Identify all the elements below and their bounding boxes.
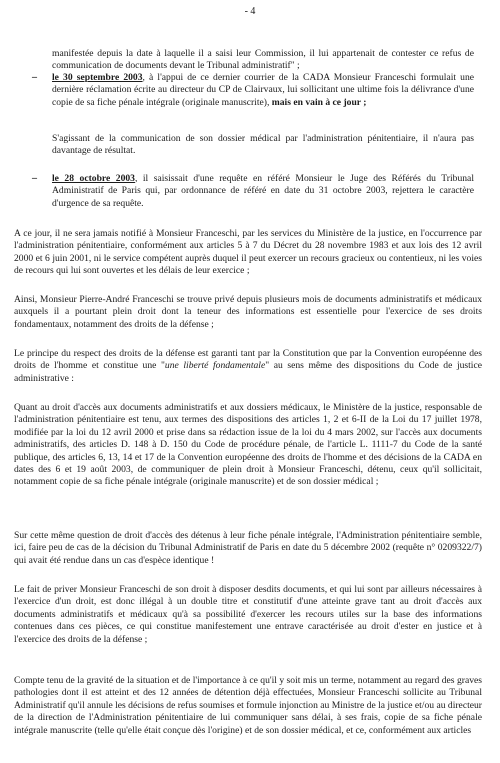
paragraph-rights-of-defense (14, 348, 482, 385)
paragraph-october-referral (52, 173, 474, 210)
rights-text-end: " au sens même des dispositions du Code de justice administrative : (14, 360, 482, 384)
page-number: - 4 (244, 6, 256, 17)
paragraph-no-notification: A ce jour, il ne sera jamais notifié à Monsieur Franceschi, par les services du Ministère de la justice, en l'occurrence par l'administration pénitentiaire, conformément aux articles 5 à 7 du Décret du 28 novembre 1983 et aux lois des 12 avril 2000 et 6 juin 2001, ni le service compétent auprès duquel il peut exercer un recours gracieux ou contentieux, ni les voies de recours qui lui sont ouvertes et les délais de leur exercice ; (14, 228, 482, 277)
september-request-text: , à l'appui de ce dernier courrier de la CADA Monsieur Franceschi formulait une dernière réclamation écrite au directeur du CP de Clairvaux, lui sollicitant une ultime fois la délivrance d'une copie de sa fiche pénale intégrale (originale manuscrite), (52, 72, 475, 108)
paragraph-cada-refusal: manifestée depuis la date à laquelle il a saisi leur Commission, il lui appartenait de contester ce refus de communication de documents devant le Tribunal administratif" ; (52, 48, 474, 72)
paragraph-september-request (52, 72, 474, 109)
in-vain-text: mais en vain à ce jour ; (271, 96, 367, 108)
paragraph-access-rights: Quant au droit d'accès aux documents administratifs et aux dossiers médicaux, le Ministère de la justice, responsable de l'administration pénitentiaire est tenu, aux termes des dispositions des articles 1, 2 et 6-II de la Loi du 17 juillet 1978, modifiée par la loi du 12 avril 2000 et prise dans sa rédaction issue de la loi du 4 mars 2002, sur l'accès aux documents administratifs, des articles D. 148 à D. 150 du Code de procédure pénale, de l'article L. 1111-7 du Code de la santé publique, des articles 6, 13, 14 et 17 de la Convention européenne des droits de l'homme et des décisions de la CADA en dates des 6 et 19 août 2003, de communiquer de plein droit à Monsieur Franceschi, détenu, ceux qu'il sollicitait, notamment copie de sa fiche pénale intégrale (originale manuscrite) et de son dossier médical ; (14, 402, 482, 488)
date-28-october: le 28 octobre 2003 (52, 173, 135, 184)
fundamental-liberty-text: une liberté fondamentale (164, 360, 266, 372)
paragraph-request-annulment: Compte tenu de la gravité de la situation et de l'importance à ce qu'il y soit mis un terme, notamment au regard des graves pathologies dont il est atteint et des 12 années de détention déjà effectuées, Monsieur Franceschi sollicite au Tribunal Administratif qu'il annule les décisions de refus soumises et formule injonction au Ministre de la justice et/ou au directeur de la direction de l'Administration pénitentiaire de lui communiquer sans délai, à ses frais, copie de sa fiche pénale intégrale manuscrite (telle qu'elle était conçue dès l'origine) et de son dossier médical, et ce, conformément aux articles (14, 675, 482, 736)
bullet-dash: – (32, 72, 37, 83)
october-referral-text: , il saisissait d'une requête en référé Monsieur le Juge des Référés du Tribunal Administratif de Paris qui, par ordonnance de référé en date du 31 octobre 2003, rejettera le caractère d'urgence de sa requête. (52, 173, 474, 209)
bullet-dash: – (32, 173, 37, 184)
paragraph-deprived-documents: Ainsi, Monsieur Pierre-André Franceschi se trouve privé depuis plusieurs mois de documents administratifs et médicaux auxquels il a pourtant plein droit dont la teneur des informations est essentielle pour l'exercice de ses droits fondamentaux, notamment des droits de la défense ; (14, 294, 482, 330)
paragraph-medical-file: S'agissant de la communication de son dossier médical par l'administration pénitentiaire, il n'aura pas davantage de résultat. (52, 133, 474, 157)
rights-text-start: Le principe du respect des droits de la défense est garanti tant par la Constitution que par la Convention européenne des droits de l'homme et constitue une " (14, 348, 482, 372)
date-30-september: le 30 septembre 2003 (52, 72, 143, 83)
paragraph-illegal-deprivation: Le fait de priver Monsieur Franceschi de son droit à disposer desdits documents, et qui lui sont par ailleurs nécessaires à l'exercice d'un droit, est donc illégal à un double titre et constitutif d'une atteinte grave tant au droit d'accès aux documents administratifs et médicaux qu'à sa possibilité d'exercer les recours utiles sur la base des informations contenues dans ces pièces, ce qui constitue manifestement une entrave caractérisée au droit d'ester en justice et à l'exercice des droits de la défense ; (14, 584, 482, 645)
paragraph-prior-decision: Sur cette même question de droit d'accès des détenus à leur fiche pénale intégrale, l'Administration pénitentiaire semble, ici, faire peu de cas de la décision du Tribunal Administratif de Paris en date du 5 décembre 2002 (requête n° 0209322/7) qui avait été rendue dans un cas d'espèce identique ! (14, 530, 482, 566)
